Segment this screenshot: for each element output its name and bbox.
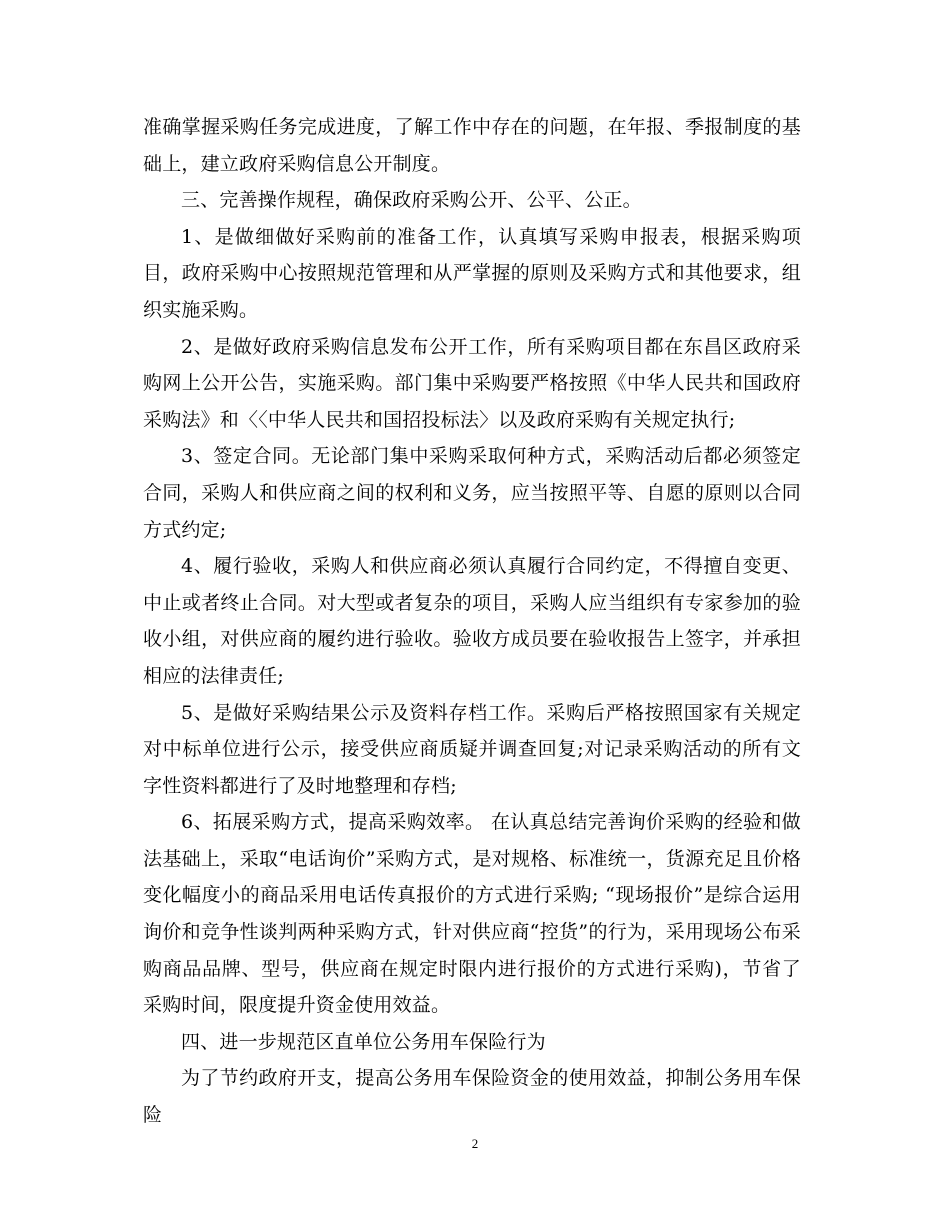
paragraph-item-6: 6、拓展采购方式，提高采购效率。 在认真总结完善询价采购的经验和做法基础上，采取“电话询价”采购方式，是对规格、标准统一，货源充足且价格变化幅度小的商品采用电话传真报价的方式进行采购; “现场报价”是综合运用询价和竞争性谈判两种采购方式，针对供应商“控货”的行为，采用现场公布采购商品品牌、型号，供应商在规定时限内进行报价的方式进行采购)，节省了采购时间，限度提升资金使用效益。: [143, 811, 801, 1017]
paragraph-item-3: 3、签定合同。无论部门集中采购采取何种方式，采购活动后都必须签定合同，采购人和供应商之间的权利和义务，应当按照平等、自愿的原则以合同方式约定;: [143, 445, 801, 541]
paragraph-closing: 为了节约政府开支，提高公务用车保险资金的使用效益，抑制公务用车保险: [143, 1067, 801, 1127]
section-heading-four: 四、进一步规范区直单位公务用车保险行为: [181, 1030, 546, 1053]
page-number: 2: [471, 1136, 479, 1151]
paragraph-item-4: 4、履行验收，采购人和供应商必须认真履行合同约定，不得擅自变更、中止或者终止合同。对大型或者复杂的项目，采购人应当组织有专家参加的验收小组，对供应商的履约进行验收。验收方成员要在验收报告上签字，并承担相应的法律责任;: [143, 555, 801, 687]
section-heading-three: 三、完善操作规程，确保政府采购公开、公平、公正。: [181, 189, 642, 212]
document-body: [143, 109, 801, 1134]
paragraph-item-1: 1、是做细做好采购前的准备工作，认真填写采购申报表，根据采购项目，政府采购中心按照规范管理和从严掌握的原则及采购方式和其他要求，组织实施采购。: [143, 225, 801, 321]
paragraph-item-5: 5、是做好采购结果公示及资料存档工作。采购后严格按照国家有关规定对中标单位进行公示，接受供应商质疑并调查回复;对记录采购活动的所有文字性资料都进行了及时地整理和存档;: [143, 701, 801, 797]
paragraph-continuation: 准确掌握采购任务完成进度，了解工作中存在的问题，在年报、季报制度的基础上，建立政府采购信息公开制度。: [143, 116, 801, 175]
paragraph-item-2: 2、是做好政府采购信息发布公开工作，所有采购项目都在东昌区政府采购网上公开公告，实施采购。部门集中采购要严格按照《中华人民共和国政府采购法》和〈〈中华人民共和国招投标法〉以及政府采购有关规定执行;: [143, 335, 801, 431]
